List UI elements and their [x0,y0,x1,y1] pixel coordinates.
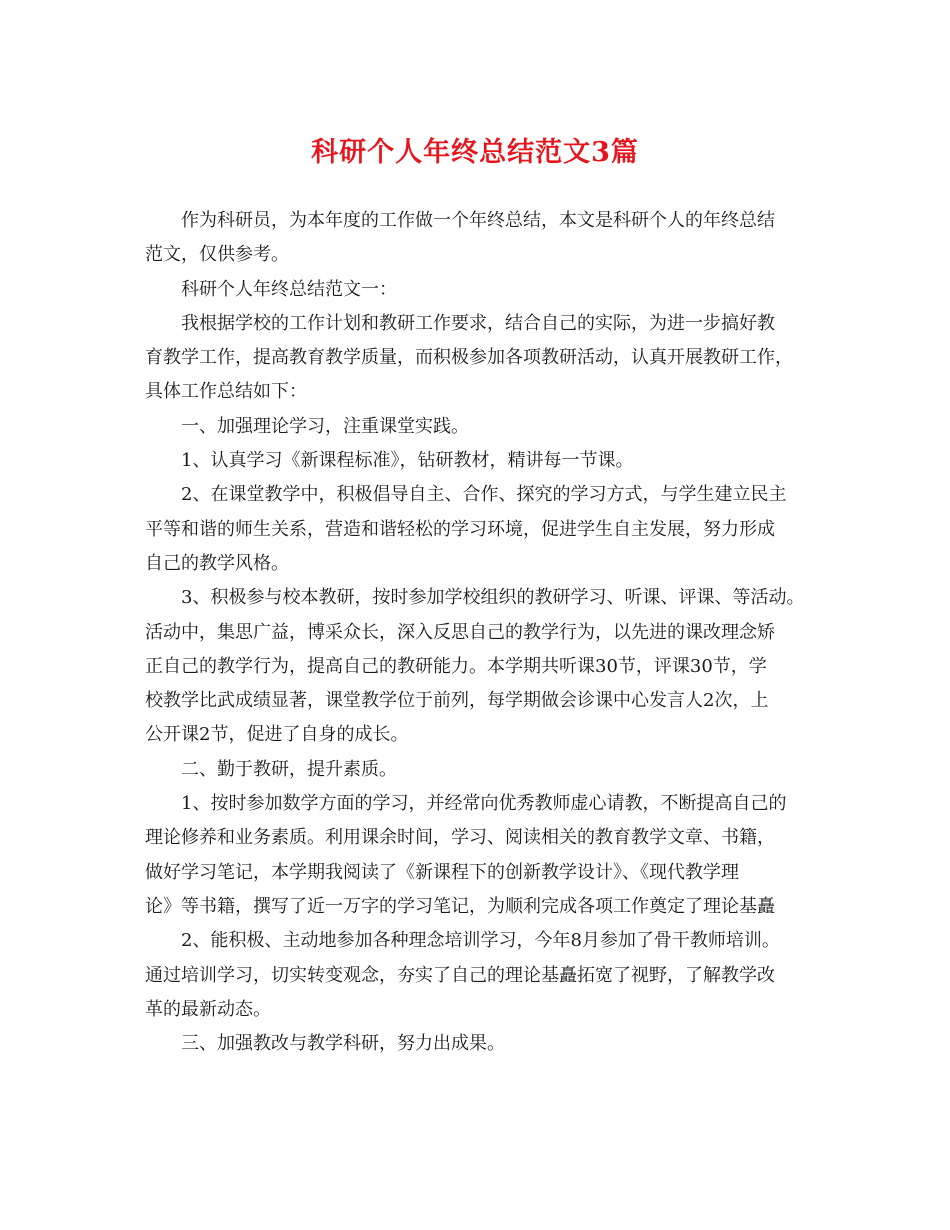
text-line: 一、加强理论学习，注重课堂实践。 [181,415,469,437]
text-line: 平等和谐的师生关系，营造和谐轻松的学习环境，促进学生自主发展，努力形成 [145,518,775,540]
text-line: 1、认真学习《新课程标准》，钻研教材，精讲每一节课。 [181,450,634,472]
text-line: 论》等书籍，撰写了近一万字的学习笔记，为顺利完成各项工作奠定了理论基矗 [145,895,775,917]
text-line: 3、积极参与校本教研，按时参加学校组织的教研学习、听课、评课、等活动。 [181,587,805,609]
text-line: 做好学习笔记，本学期我阅读了《新课程下的创新教学设计》、《现代教学理 [145,861,739,883]
text-line: 校教学比武成绩显著，课堂教学位于前列，每学期做会诊课中心发言人2次，上 [145,690,769,712]
text-line: 我根据学校的工作计划和教研工作要求，结合自己的实际，为进一步搞好教 [181,312,775,334]
text-line: 正自己的教学行为，提高自己的教研能力。本学期共听课30节，评课30节，学 [145,655,767,677]
text-line: 革的最新动态。 [145,998,271,1020]
text-line: 三、加强教改与教学科研，努力出成果。 [181,1033,505,1055]
document-title: 科研个人年终总结范文3篇 [311,137,639,168]
text-line: 科研个人年终总结范文一： [181,278,397,300]
text-line: 自己的教学风格。 [145,552,289,574]
text-line: 作为科研员，为本年度的工作做一个年终总结，本文是科研个人的年终总结 [181,210,775,231]
document-body [145,204,825,1061]
text-line: 1、按时参加数学方面的学习，并经常向优秀教师虚心请教，不断提高自己的 [181,793,787,815]
text-line: 活动中，集思广益，博采众长，深入反思自己的教学行为，以先进的课改理念矫 [145,621,775,643]
text-line: 2、能积极、主动地参加各种理念培训学习，今年8月参加了骨干教师培训。 [181,930,780,952]
text-line: 理论修养和业务素质。利用课余时间，学习、阅读相关的教育教学文章、书籍， [145,827,775,849]
text-line: 育教学工作，提高教育教学质量，而积极参加各项教研活动，认真开展教研工作， [145,347,793,369]
text-line: 通过培训学习，切实转变观念，夯实了自己的理论基矗拓宽了视野，了解教学改 [145,964,775,986]
text-line: 2、在课堂教学中，积极倡导自主、合作、探究的学习方式，与学生建立民主 [181,484,787,506]
text-line: 二、勤于教研，提升素质。 [181,758,397,780]
text-line: 公开课2节，促进了自身的成长。 [145,724,409,746]
text-line: 范文，仅供参考。 [145,244,289,266]
text-line: 具体工作总结如下： [145,381,307,403]
